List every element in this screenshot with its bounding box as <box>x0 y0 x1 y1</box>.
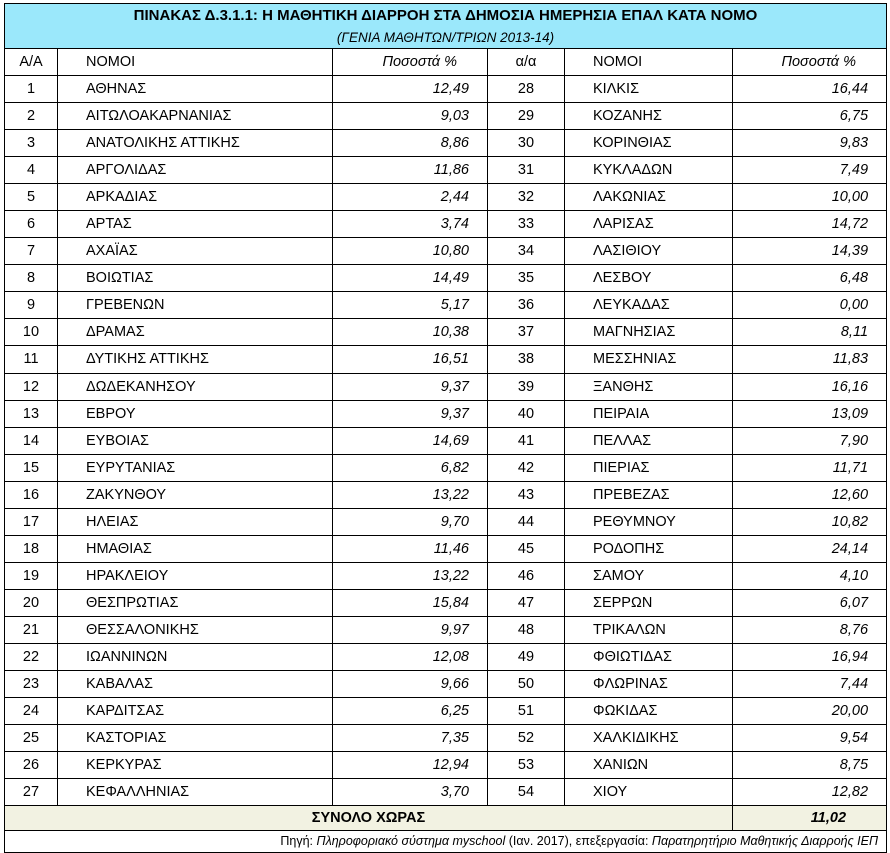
row-prefecture-left: ΘΕΣΠΡΩΤΙΑΣ <box>58 589 333 616</box>
row-aa-left: 7 <box>5 238 58 265</box>
row-aa-left: 19 <box>5 562 58 589</box>
table-row <box>5 508 887 535</box>
row-percent-right: 7,44 <box>733 671 887 698</box>
row-aa-right: 37 <box>488 319 565 346</box>
table-row <box>5 76 887 103</box>
row-aa-left: 25 <box>5 725 58 752</box>
row-aa-right: 39 <box>488 373 565 400</box>
row-prefecture-right: ΣΑΜΟΥ <box>565 562 733 589</box>
row-aa-right: 46 <box>488 562 565 589</box>
row-percent-right: 13,09 <box>733 400 887 427</box>
table-row <box>5 698 887 725</box>
row-aa-right: 32 <box>488 184 565 211</box>
row-aa-left: 18 <box>5 535 58 562</box>
row-aa-left: 17 <box>5 508 58 535</box>
table-row <box>5 103 887 130</box>
row-percent-left: 8,86 <box>333 130 488 157</box>
row-aa-left: 16 <box>5 481 58 508</box>
row-aa-right: 29 <box>488 103 565 130</box>
row-prefecture-right: ΠΡΕΒΕΖΑΣ <box>565 481 733 508</box>
row-prefecture-left: ΑΡΤΑΣ <box>58 211 333 238</box>
table-row <box>5 130 887 157</box>
row-prefecture-left: ΚΑΣΤΟΡΙΑΣ <box>58 725 333 752</box>
source-note <box>5 831 887 853</box>
table-row <box>5 752 887 779</box>
row-prefecture-right: ΤΡΙΚΑΛΩΝ <box>565 616 733 643</box>
row-percent-right: 12,60 <box>733 481 887 508</box>
row-percent-left: 12,08 <box>333 643 488 670</box>
row-aa-left: 27 <box>5 779 58 806</box>
table-row <box>5 184 887 211</box>
row-prefecture-left: ΕΥΡΥΤΑΝΙΑΣ <box>58 454 333 481</box>
total-row <box>5 806 887 831</box>
row-percent-left: 3,74 <box>333 211 488 238</box>
row-percent-left: 12,49 <box>333 76 488 103</box>
row-percent-left: 6,82 <box>333 454 488 481</box>
table-row <box>5 265 887 292</box>
row-percent-right: 7,49 <box>733 157 887 184</box>
source-date: (Ιαν. 2017), επεξεργασία: <box>505 834 652 849</box>
row-percent-right: 0,00 <box>733 292 887 319</box>
row-prefecture-right: ΛΑΚΩΝΙΑΣ <box>565 184 733 211</box>
table-row <box>5 562 887 589</box>
row-percent-right: 9,83 <box>733 130 887 157</box>
table-row <box>5 616 887 643</box>
row-percent-left: 7,35 <box>333 725 488 752</box>
dropout-table <box>4 3 887 853</box>
table-row <box>5 157 887 184</box>
row-percent-left: 12,94 <box>333 752 488 779</box>
row-percent-left: 5,17 <box>333 292 488 319</box>
row-prefecture-left: ΑΡΚΑΔΙΑΣ <box>58 184 333 211</box>
header-pct-right: Ποσοστά % <box>733 49 887 76</box>
row-prefecture-right: ΠΕΙΡΑΙΑ <box>565 400 733 427</box>
row-percent-right: 11,71 <box>733 454 887 481</box>
row-aa-right: 30 <box>488 130 565 157</box>
table-row <box>5 373 887 400</box>
row-aa-left: 26 <box>5 752 58 779</box>
row-aa-right: 28 <box>488 76 565 103</box>
source-system: Πληροφοριακό σύστημα myschool <box>316 834 506 849</box>
total-label: ΣΥΝΟΛΟ ΧΩΡΑΣ <box>5 806 733 831</box>
row-aa-right: 52 <box>488 725 565 752</box>
row-prefecture-left: ΚΕΡΚΥΡΑΣ <box>58 752 333 779</box>
row-percent-left: 9,37 <box>333 400 488 427</box>
row-percent-right: 8,75 <box>733 752 887 779</box>
row-aa-right: 41 <box>488 427 565 454</box>
table-row <box>5 292 887 319</box>
row-prefecture-right: ΛΑΡΙΣΑΣ <box>565 211 733 238</box>
row-aa-left: 20 <box>5 589 58 616</box>
row-percent-left: 9,37 <box>333 373 488 400</box>
row-percent-right: 9,54 <box>733 725 887 752</box>
row-prefecture-right: ΦΘΙΩΤΙΔΑΣ <box>565 643 733 670</box>
table-document <box>4 3 886 853</box>
row-prefecture-right: ΠΙΕΡΙΑΣ <box>565 454 733 481</box>
row-percent-left: 6,25 <box>333 698 488 725</box>
row-prefecture-right: ΛΑΣΙΘΙΟΥ <box>565 238 733 265</box>
table-title: ΠΙΝΑΚΑΣ Δ.3.1.1: Η ΜΑΘΗΤΙΚΗ ΔΙΑΡΡΟΗ ΣΤΑ ΔΗΜΟΣΙΑ ΗΜΕΡΗΣΙΑ ΕΠΑΛ ΚΑΤΑ ΝΟΜΟ <box>5 4 887 29</box>
row-aa-right: 36 <box>488 292 565 319</box>
row-prefecture-left: ΕΥΒΟΙΑΣ <box>58 427 333 454</box>
total-value: 11,02 <box>733 806 887 831</box>
row-aa-right: 48 <box>488 616 565 643</box>
row-prefecture-left: ΖΑΚΥΝΘΟΥ <box>58 481 333 508</box>
table-row <box>5 671 887 698</box>
row-aa-right: 51 <box>488 698 565 725</box>
row-percent-left: 16,51 <box>333 346 488 373</box>
row-percent-right: 16,16 <box>733 373 887 400</box>
row-percent-left: 13,22 <box>333 562 488 589</box>
row-aa-right: 47 <box>488 589 565 616</box>
source-processor: Παρατηρητήριο Μαθητικής Διαρροής ΙΕΠ <box>651 834 879 849</box>
row-percent-left: 9,66 <box>333 671 488 698</box>
row-percent-left: 11,86 <box>333 157 488 184</box>
row-aa-right: 50 <box>488 671 565 698</box>
row-prefecture-left: ΑΡΓΟΛΙΔΑΣ <box>58 157 333 184</box>
row-aa-left: 14 <box>5 427 58 454</box>
table-row <box>5 346 887 373</box>
header-aa-left: Α/Α <box>5 49 58 76</box>
row-aa-left: 6 <box>5 211 58 238</box>
table-row <box>5 238 887 265</box>
header-name-left: ΝΟΜΟΙ <box>58 49 333 76</box>
row-percent-right: 20,00 <box>733 698 887 725</box>
row-percent-right: 14,39 <box>733 238 887 265</box>
row-prefecture-left: ΚΕΦΑΛΛΗΝΙΑΣ <box>58 779 333 806</box>
row-prefecture-right: ΧΑΛΚΙΔΙΚΗΣ <box>565 725 733 752</box>
row-percent-right: 12,82 <box>733 779 887 806</box>
row-aa-left: 8 <box>5 265 58 292</box>
row-aa-right: 49 <box>488 643 565 670</box>
row-aa-left: 21 <box>5 616 58 643</box>
row-prefecture-left: ΔΥΤΙΚΗΣ ΑΤΤΙΚΗΣ <box>58 346 333 373</box>
row-prefecture-left: ΓΡΕΒΕΝΩΝ <box>58 292 333 319</box>
table-row <box>5 454 887 481</box>
row-prefecture-right: ΧΑΝΙΩΝ <box>565 752 733 779</box>
row-percent-right: 6,07 <box>733 589 887 616</box>
row-percent-right: 7,90 <box>733 427 887 454</box>
row-percent-right: 10,00 <box>733 184 887 211</box>
row-prefecture-right: ΡΟΔΟΠΗΣ <box>565 535 733 562</box>
row-prefecture-right: ΚΙΛΚΙΣ <box>565 76 733 103</box>
row-prefecture-right: ΠΕΛΛΑΣ <box>565 427 733 454</box>
table-body <box>5 76 887 806</box>
row-prefecture-left: ΗΜΑΘΙΑΣ <box>58 535 333 562</box>
table-row <box>5 400 887 427</box>
row-aa-right: 43 <box>488 481 565 508</box>
row-prefecture-left: ΑΙΤΩΛΟΑΚΑΡΝΑΝΙΑΣ <box>58 103 333 130</box>
row-prefecture-right: ΧΙΟΥ <box>565 779 733 806</box>
row-prefecture-right: ΜΕΣΣΗΝΙΑΣ <box>565 346 733 373</box>
row-percent-left: 10,38 <box>333 319 488 346</box>
row-percent-right: 16,94 <box>733 643 887 670</box>
row-aa-left: 13 <box>5 400 58 427</box>
row-prefecture-right: ΜΑΓΝΗΣΙΑΣ <box>565 319 733 346</box>
row-prefecture-right: ΚΟΖΑΝΗΣ <box>565 103 733 130</box>
row-prefecture-right: ΛΕΥΚΑΔΑΣ <box>565 292 733 319</box>
row-prefecture-left: ΑΧΑΪΑΣ <box>58 238 333 265</box>
table-row <box>5 481 887 508</box>
header-row <box>5 49 887 76</box>
source-row <box>5 831 887 853</box>
row-percent-right: 8,11 <box>733 319 887 346</box>
table-subtitle: (ΓΕΝΙΑ ΜΑΘΗΤΩΝ/ΤΡΙΩΝ 2013-14) <box>5 28 887 49</box>
row-aa-right: 40 <box>488 400 565 427</box>
row-aa-left: 5 <box>5 184 58 211</box>
row-prefecture-right: ΛΕΣΒΟΥ <box>565 265 733 292</box>
row-aa-left: 22 <box>5 643 58 670</box>
row-aa-left: 10 <box>5 319 58 346</box>
row-aa-right: 54 <box>488 779 565 806</box>
row-prefecture-right: ΦΛΩΡΙΝΑΣ <box>565 671 733 698</box>
row-percent-left: 15,84 <box>333 589 488 616</box>
row-percent-left: 10,80 <box>333 238 488 265</box>
row-aa-left: 11 <box>5 346 58 373</box>
row-aa-left: 4 <box>5 157 58 184</box>
source-prefix: Πηγή: <box>280 834 317 849</box>
header-name-right: ΝΟΜΟΙ <box>565 49 733 76</box>
row-percent-left: 13,22 <box>333 481 488 508</box>
row-prefecture-left: ΔΩΔΕΚΑΝΗΣΟΥ <box>58 373 333 400</box>
row-percent-right: 24,14 <box>733 535 887 562</box>
row-aa-right: 44 <box>488 508 565 535</box>
row-aa-left: 23 <box>5 671 58 698</box>
title-row <box>5 4 887 29</box>
row-aa-left: 24 <box>5 698 58 725</box>
row-percent-left: 3,70 <box>333 779 488 806</box>
row-percent-right: 16,44 <box>733 76 887 103</box>
row-prefecture-left: ΗΛΕΙΑΣ <box>58 508 333 535</box>
table-row <box>5 319 887 346</box>
header-aa-right: α/α <box>488 49 565 76</box>
row-prefecture-left: ΘΕΣΣΑΛΟΝΙΚΗΣ <box>58 616 333 643</box>
row-aa-right: 31 <box>488 157 565 184</box>
table-row <box>5 427 887 454</box>
row-percent-right: 14,72 <box>733 211 887 238</box>
row-percent-right: 6,48 <box>733 265 887 292</box>
row-percent-right: 8,76 <box>733 616 887 643</box>
row-percent-left: 14,69 <box>333 427 488 454</box>
row-aa-right: 45 <box>488 535 565 562</box>
row-aa-left: 2 <box>5 103 58 130</box>
row-prefecture-left: ΙΩΑΝΝΙΝΩΝ <box>58 643 333 670</box>
row-aa-left: 12 <box>5 373 58 400</box>
table-row <box>5 211 887 238</box>
row-prefecture-left: ΕΒΡΟΥ <box>58 400 333 427</box>
row-aa-right: 53 <box>488 752 565 779</box>
table-row <box>5 589 887 616</box>
row-percent-left: 9,97 <box>333 616 488 643</box>
row-aa-right: 33 <box>488 211 565 238</box>
row-percent-right: 10,82 <box>733 508 887 535</box>
row-aa-right: 34 <box>488 238 565 265</box>
row-aa-right: 42 <box>488 454 565 481</box>
row-prefecture-right: ΞΑΝΘΗΣ <box>565 373 733 400</box>
row-aa-right: 35 <box>488 265 565 292</box>
row-prefecture-left: ΔΡΑΜΑΣ <box>58 319 333 346</box>
row-percent-left: 11,46 <box>333 535 488 562</box>
row-percent-right: 6,75 <box>733 103 887 130</box>
row-percent-right: 11,83 <box>733 346 887 373</box>
row-percent-left: 9,70 <box>333 508 488 535</box>
table-row <box>5 643 887 670</box>
table-row <box>5 779 887 806</box>
table-row <box>5 725 887 752</box>
subtitle-row <box>5 28 887 49</box>
row-prefecture-right: ΣΕΡΡΩΝ <box>565 589 733 616</box>
header-pct-left: Ποσοστά % <box>333 49 488 76</box>
row-percent-left: 14,49 <box>333 265 488 292</box>
row-percent-right: 4,10 <box>733 562 887 589</box>
row-aa-left: 15 <box>5 454 58 481</box>
row-prefecture-left: ΒΟΙΩΤΙΑΣ <box>58 265 333 292</box>
row-prefecture-right: ΦΩΚΙΔΑΣ <box>565 698 733 725</box>
row-percent-left: 2,44 <box>333 184 488 211</box>
row-prefecture-right: ΚΥΚΛΑΔΩΝ <box>565 157 733 184</box>
row-prefecture-left: ΚΑΡΔΙΤΣΑΣ <box>58 698 333 725</box>
row-prefecture-left: ΗΡΑΚΛΕΙΟΥ <box>58 562 333 589</box>
row-prefecture-right: ΡΕΘΥΜΝΟΥ <box>565 508 733 535</box>
row-aa-left: 3 <box>5 130 58 157</box>
table-row <box>5 535 887 562</box>
row-aa-left: 9 <box>5 292 58 319</box>
row-prefecture-left: ΚΑΒΑΛΑΣ <box>58 671 333 698</box>
row-prefecture-left: ΑΝΑΤΟΛΙΚΗΣ ΑΤΤΙΚΗΣ <box>58 130 333 157</box>
row-prefecture-left: ΑΘΗΝΑΣ <box>58 76 333 103</box>
row-percent-left: 9,03 <box>333 103 488 130</box>
row-aa-right: 38 <box>488 346 565 373</box>
row-prefecture-right: ΚΟΡΙΝΘΙΑΣ <box>565 130 733 157</box>
row-aa-left: 1 <box>5 76 58 103</box>
